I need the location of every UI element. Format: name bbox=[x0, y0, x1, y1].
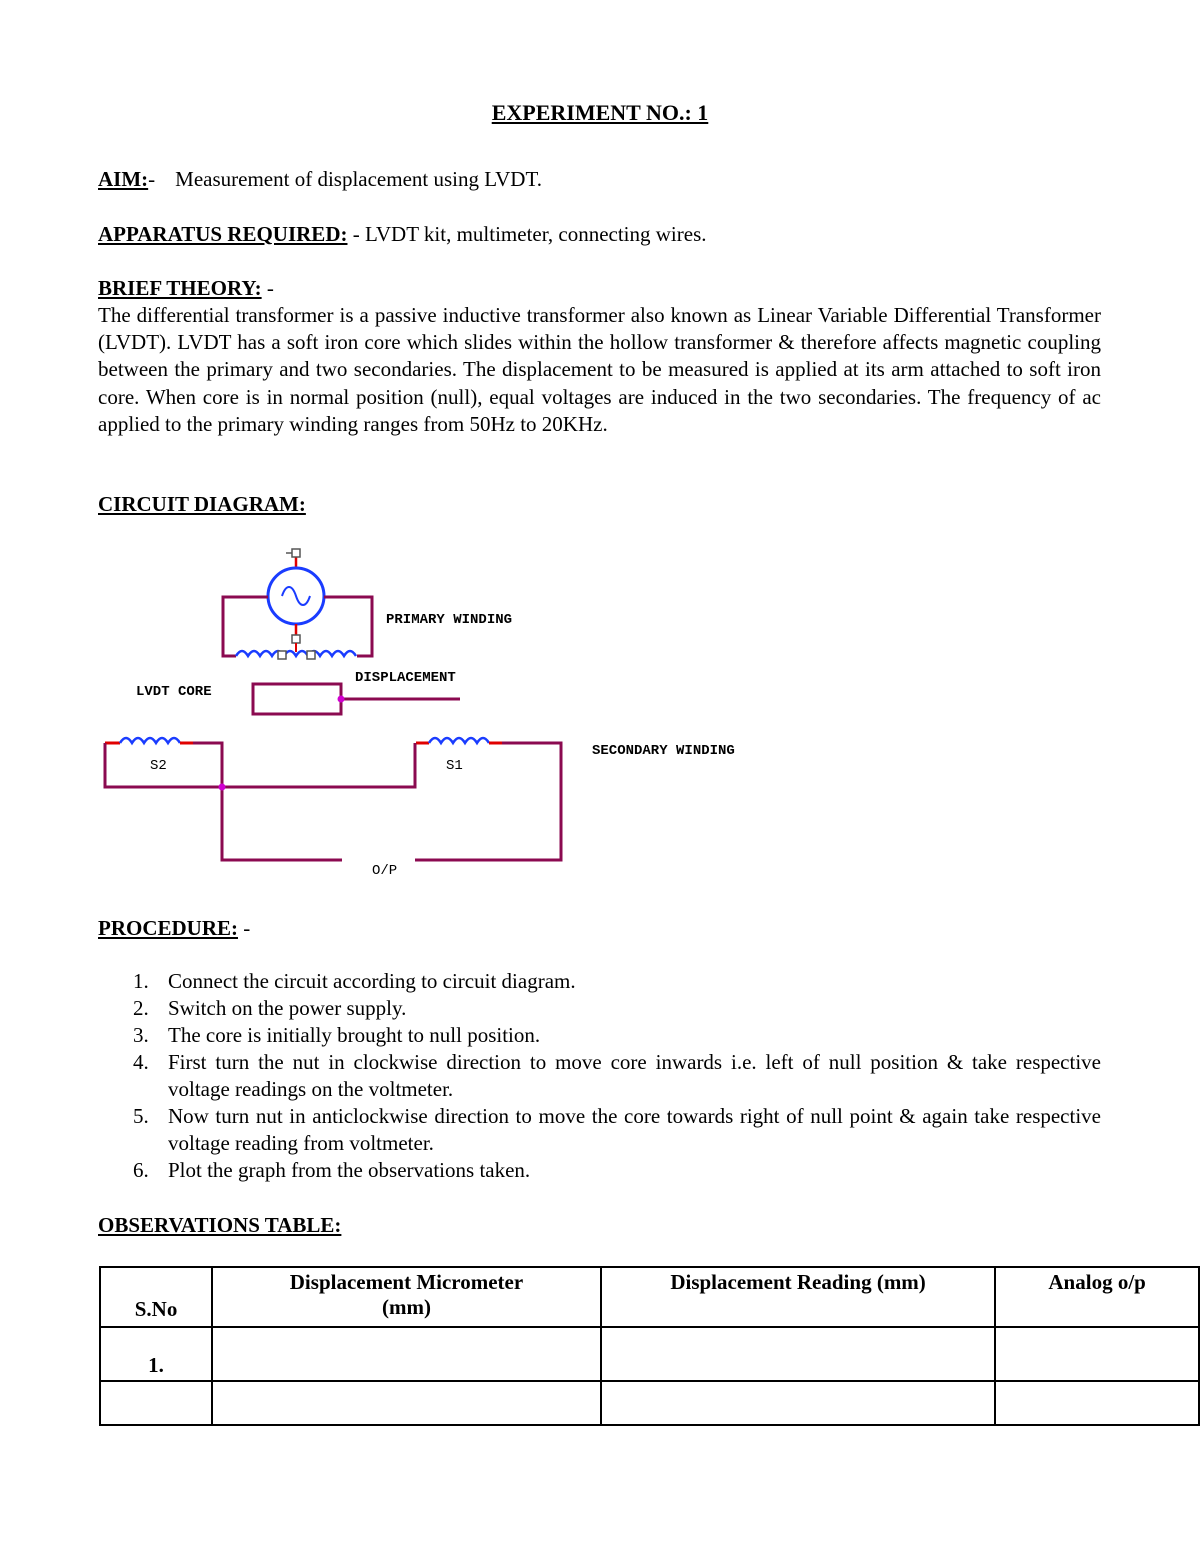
lvdt-core-icon bbox=[253, 684, 460, 714]
procedure-heading bbox=[98, 916, 250, 941]
apparatus-label: APPARATUS REQUIRED: bbox=[98, 222, 348, 246]
procedure-label: PROCEDURE: bbox=[98, 916, 238, 940]
procedure-step: 3. The core is initially brought to null position. bbox=[133, 1023, 541, 1047]
header-analog-output: Analog o/p bbox=[995, 1267, 1199, 1327]
secondary-coil-s2-icon bbox=[105, 738, 193, 743]
aim-separator: - bbox=[148, 167, 156, 191]
secondary-wires bbox=[105, 743, 561, 860]
s1-label: S1 bbox=[446, 758, 463, 774]
table-cell bbox=[100, 1381, 212, 1425]
observations-label: OBSERVATIONS TABLE: bbox=[98, 1213, 342, 1237]
ac-source-icon bbox=[268, 549, 324, 643]
observations-heading bbox=[98, 1213, 341, 1238]
table-cell bbox=[995, 1381, 1199, 1425]
header-sno: S.No bbox=[100, 1267, 212, 1327]
page-title: EXPERIMENT NO.: 1 bbox=[491, 100, 709, 125]
aim-label: AIM: bbox=[98, 167, 149, 191]
primary-winding-label: PRIMARY WINDING bbox=[386, 612, 513, 628]
procedure-separator: - bbox=[238, 916, 251, 940]
procedure-step: 4. First turn the nut in clockwise direction to move core inwards i.e. left of null position & take respective voltage readings on the voltmeter. bbox=[133, 1050, 1101, 1101]
displacement-label: DISPLACEMENT bbox=[355, 670, 456, 686]
procedure-step: 2. Switch on the power supply. bbox=[133, 996, 407, 1020]
table-cell bbox=[995, 1327, 1199, 1381]
table-cell: 1. bbox=[100, 1327, 212, 1381]
theory-label: BRIEF THEORY: bbox=[98, 276, 262, 300]
circuit-label: CIRCUIT DIAGRAM: bbox=[98, 492, 306, 516]
table-row bbox=[100, 1327, 1199, 1381]
table-header-row bbox=[100, 1267, 1199, 1327]
table-cell bbox=[601, 1327, 995, 1381]
primary-coil-icon bbox=[236, 643, 356, 659]
table-cell bbox=[212, 1381, 601, 1425]
observations-table bbox=[99, 1266, 1200, 1426]
s2-label: S2 bbox=[150, 758, 167, 774]
header-displacement-micrometer: Displacement Micrometer (mm) bbox=[212, 1267, 601, 1327]
secondary-coil-s1-icon bbox=[416, 738, 502, 743]
output-label: O/P bbox=[372, 863, 398, 879]
primary-loop-wires bbox=[223, 597, 372, 656]
junction-node bbox=[219, 784, 226, 791]
theory-paragraph: The differential transformer is a passive inductive transformer also known as Linear Variable Differential Transformer (LVDT). LVDT has a soft iron core which slides within the hollow transformer & therefore affects magnetic coupling between the primary and two secondaries. The displacement to be measured is applied at its arm attached to soft iron core. When core is in normal position (null), equal voltages are induced in the two secondaries. The frequency of ac applied to the primary winding ranges from 50Hz to 20KHz. bbox=[98, 303, 1101, 436]
table-row bbox=[100, 1381, 1199, 1425]
apparatus-text: - LVDT kit, multimeter, connecting wires. bbox=[347, 222, 707, 246]
header-displacement-reading: Displacement Reading (mm) bbox=[601, 1267, 995, 1327]
procedure-step: 1. Connect the circuit according to circuit diagram. bbox=[133, 969, 576, 993]
procedure-step: 6. Plot the graph from the observations taken. bbox=[133, 1158, 531, 1182]
procedure-list bbox=[98, 968, 1101, 1184]
secondary-winding-label: SECONDARY WINDING bbox=[592, 743, 735, 759]
table-cell bbox=[212, 1327, 601, 1381]
aim-text: Measurement of displacement using LVDT. bbox=[175, 167, 542, 191]
procedure-step: 5. Now turn nut in anticlockwise direction to move the core towards right of null point & again take respective voltage reading from voltmeter. bbox=[133, 1104, 1101, 1155]
table-cell bbox=[601, 1381, 995, 1425]
lvdt-core-label: LVDT CORE bbox=[136, 684, 212, 700]
theory-separator: - bbox=[261, 276, 274, 300]
